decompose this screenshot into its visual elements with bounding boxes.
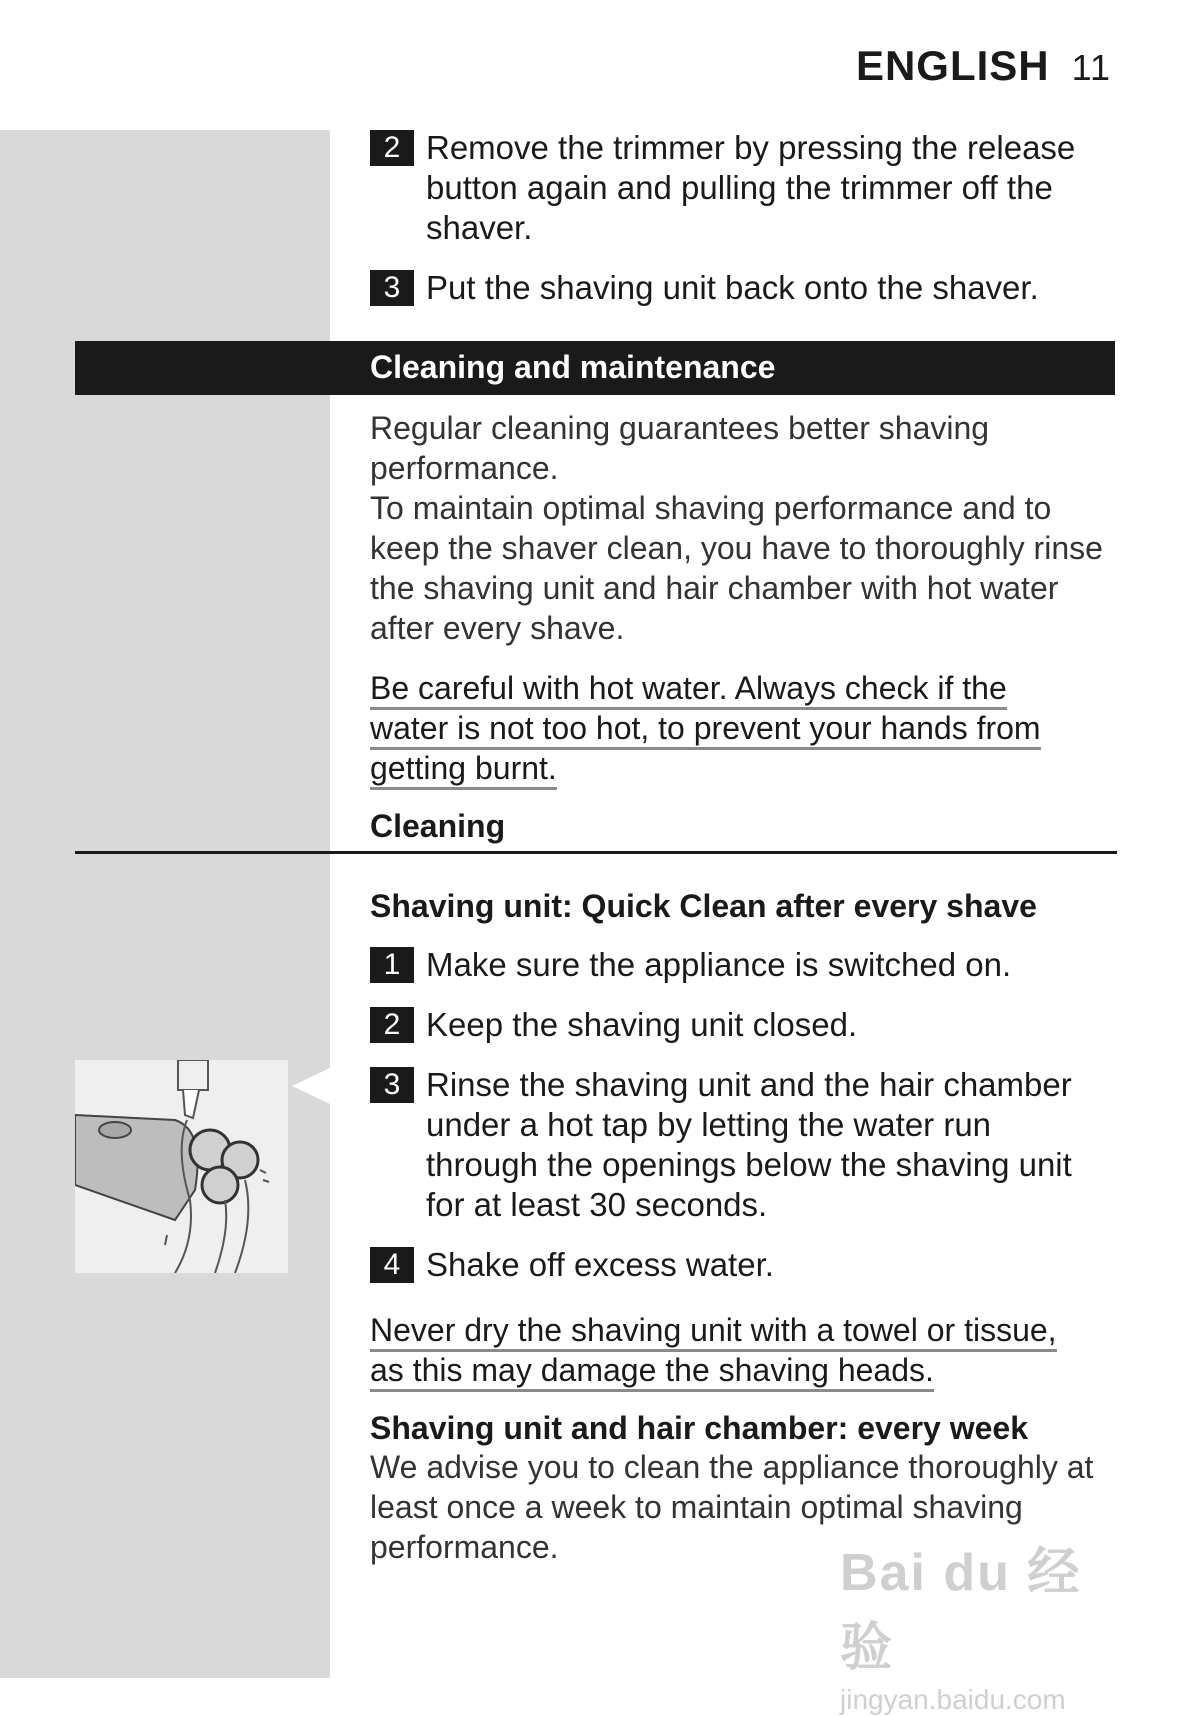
step-number: 2 bbox=[370, 1007, 414, 1043]
step-number: 4 bbox=[370, 1247, 414, 1283]
page-number: 11 bbox=[1071, 47, 1111, 88]
step-item bbox=[370, 1005, 1110, 1045]
illustration-pointer bbox=[292, 1068, 330, 1104]
warning-line bbox=[370, 708, 1110, 748]
intro-paragraph-2: To maintain optimal shaving performance and to keep the shaver clean, you have to thoroughly rinse the shaving unit and hair chamber with hot water after every shave. bbox=[370, 490, 1103, 646]
warning-line bbox=[370, 748, 1110, 788]
step-number: 2 bbox=[370, 130, 414, 166]
step-text: Put the shaving unit back onto the shaver. bbox=[426, 269, 1039, 306]
steps-top bbox=[370, 128, 1110, 308]
step-text: Remove the trimmer by pressing the release button again and pulling the trimmer off the shaver. bbox=[426, 129, 1076, 246]
weekly-heading: Shaving unit and hair chamber: every week bbox=[370, 1410, 1028, 1446]
step-item bbox=[370, 1065, 1110, 1225]
step-item bbox=[370, 945, 1110, 985]
page-header bbox=[856, 42, 1111, 90]
shaver-under-tap-icon bbox=[75, 1060, 288, 1273]
divider-rule bbox=[75, 851, 1117, 854]
warning-line bbox=[370, 668, 1110, 708]
step-text: Rinse the shaving unit and the hair chamber under a hot tap by letting the water run through the openings below the shaving unit for at least 30 seconds. bbox=[426, 1066, 1072, 1223]
watermark-brand: Bai du 经验 bbox=[840, 1544, 1082, 1677]
intro-text bbox=[370, 408, 1110, 648]
warning-text: Never dry the shaving unit with a towel or tissue, bbox=[370, 1312, 1057, 1352]
warning-towel bbox=[370, 1310, 1110, 1390]
warning-text: water is not too hot, to prevent your hands from bbox=[370, 710, 1041, 750]
shaver-rinse-illustration bbox=[75, 1060, 288, 1273]
section-header-bar bbox=[75, 341, 1115, 395]
language-label: ENGLISH bbox=[855, 42, 1050, 89]
watermark-url: jingyan.baidu.com bbox=[840, 1684, 1066, 1715]
step-item bbox=[370, 128, 1110, 248]
warning-line bbox=[370, 1310, 1110, 1350]
warning-line bbox=[370, 1350, 1110, 1390]
step-number: 3 bbox=[370, 270, 414, 306]
warning-text: Be careful with hot water. Always check if the bbox=[370, 670, 1007, 710]
step-text: Keep the shaving unit closed. bbox=[426, 1006, 858, 1043]
quick-clean-section bbox=[370, 888, 1110, 1285]
watermark bbox=[840, 1530, 1130, 1715]
cleaning-heading: Cleaning bbox=[370, 808, 506, 844]
step-item bbox=[370, 1245, 1110, 1285]
weekly-paragraph: We advise you to clean the appliance thoroughly at least once a week to maintain optimal shaving performance. bbox=[370, 1449, 1094, 1565]
section-title: Cleaning and maintenance bbox=[370, 349, 776, 385]
step-number: 3 bbox=[370, 1067, 414, 1103]
step-text: Shake off excess water. bbox=[426, 1246, 774, 1283]
warning-hot-water bbox=[370, 668, 1110, 788]
quick-clean-heading: Shaving unit: Quick Clean after every shave bbox=[370, 888, 1037, 924]
intro-paragraph-1: Regular cleaning guarantees better shaving performance. bbox=[370, 410, 990, 486]
step-text: Make sure the appliance is switched on. bbox=[426, 946, 1012, 983]
warning-text: as this may damage the shaving heads. bbox=[370, 1352, 934, 1392]
step-number: 1 bbox=[370, 947, 414, 983]
step-item bbox=[370, 268, 1110, 308]
warning-text: getting burnt. bbox=[370, 750, 557, 790]
